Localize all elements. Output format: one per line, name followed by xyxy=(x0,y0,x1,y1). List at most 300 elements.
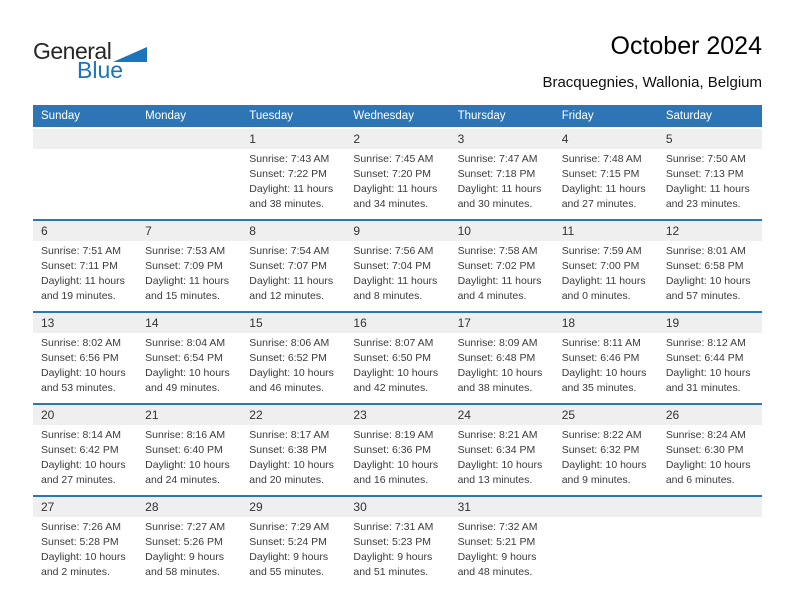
sunset-line xyxy=(666,443,758,458)
day-cell xyxy=(345,312,449,404)
date-number: 12 xyxy=(665,224,680,238)
daylight-value: 10 hours and 46 minutes. xyxy=(249,367,334,394)
date-number: 25 xyxy=(561,408,576,422)
daylight-label: Daylight: xyxy=(561,459,603,471)
date-number: 17 xyxy=(457,316,471,330)
sunset-value: 6:50 PM xyxy=(391,352,432,364)
daylight-line xyxy=(353,550,445,580)
date-band xyxy=(241,405,345,425)
daylight-value: 10 hours and 35 minutes. xyxy=(561,367,647,394)
sunset-line xyxy=(249,443,341,458)
daylight-value: 10 hours and 16 minutes. xyxy=(353,459,439,486)
daylight-line xyxy=(41,366,133,396)
sunset-line xyxy=(145,443,237,458)
day-details xyxy=(450,425,554,488)
date-band xyxy=(137,497,241,517)
sunrise-label: Sunrise: xyxy=(145,521,184,533)
day-cell xyxy=(345,496,449,587)
daylight-value: 10 hours and 2 minutes. xyxy=(41,551,126,578)
daylight-value: 10 hours and 13 minutes. xyxy=(457,459,543,486)
daylight-label: Daylight: xyxy=(457,275,499,287)
sunset-line xyxy=(666,351,758,366)
sunset-label: Sunset: xyxy=(145,536,181,548)
day-cell xyxy=(137,220,241,312)
day-header-friday: Friday xyxy=(554,105,658,128)
daylight-line xyxy=(41,274,133,304)
day-details xyxy=(450,149,554,212)
date-number: 28 xyxy=(145,500,159,514)
sunrise-line xyxy=(249,244,341,259)
sunrise-label: Sunrise: xyxy=(665,429,705,441)
sunrise-line xyxy=(458,520,550,535)
day-details xyxy=(241,517,345,580)
date-number: 14 xyxy=(145,316,159,330)
daylight-line xyxy=(666,458,758,488)
sunset-line xyxy=(41,351,133,366)
sunrise-label: Sunrise: xyxy=(665,153,705,165)
sunset-label: Sunset: xyxy=(665,168,702,180)
sunrise-label: Sunrise: xyxy=(41,245,80,257)
daylight-value: 11 hours and 19 minutes. xyxy=(41,275,125,302)
daylight-label: Daylight: xyxy=(145,551,186,563)
daylight-value: 9 hours and 55 minutes. xyxy=(249,551,329,578)
sunset-line xyxy=(249,259,341,274)
date-number: 6 xyxy=(41,224,48,238)
sunset-value: 6:56 PM xyxy=(79,352,119,364)
date-band xyxy=(658,129,762,149)
date-band xyxy=(554,405,658,425)
sunset-label: Sunset: xyxy=(41,352,77,364)
day-details xyxy=(345,149,449,212)
sunset-value: 6:44 PM xyxy=(704,352,744,364)
sunrise-value: 8:24 AM xyxy=(707,429,746,441)
sunrise-label: Sunrise: xyxy=(561,153,601,165)
sunset-value: 7:11 PM xyxy=(79,260,118,272)
date-number: 16 xyxy=(353,316,367,330)
date-band xyxy=(241,313,345,333)
sunset-label: Sunset: xyxy=(249,444,285,456)
sunset-value: 5:26 PM xyxy=(183,536,223,548)
daylight-label: Daylight: xyxy=(665,183,707,195)
date-band xyxy=(137,313,241,333)
daylight-line xyxy=(145,458,237,488)
calendar-body xyxy=(33,128,762,587)
date-number: 10 xyxy=(457,224,471,238)
date-number: 31 xyxy=(457,500,471,514)
date-band xyxy=(554,129,658,149)
day-header-saturday: Saturday xyxy=(658,105,762,128)
empty-day-cell xyxy=(33,128,137,220)
date-band xyxy=(345,129,449,149)
sunrise-value: 8:19 AM xyxy=(394,429,434,441)
sunset-value: 5:28 PM xyxy=(79,536,119,548)
daylight-line xyxy=(145,274,237,304)
sunset-label: Sunset: xyxy=(665,444,702,456)
date-number: 26 xyxy=(665,408,680,422)
sunset-line xyxy=(458,535,550,550)
sunset-line xyxy=(458,167,550,182)
sunrise-value: 7:48 AM xyxy=(603,153,642,165)
daylight-label: Daylight: xyxy=(145,275,186,287)
sunset-line xyxy=(458,351,550,366)
daylight-line xyxy=(41,550,133,580)
daylight-value: 11 hours and 30 minutes. xyxy=(457,183,542,210)
day-cell xyxy=(241,312,345,404)
sunset-value: 6:32 PM xyxy=(600,444,640,456)
daylight-label: Daylight: xyxy=(457,183,499,195)
daylight-line xyxy=(458,366,550,396)
sunrise-line xyxy=(666,244,758,259)
date-number: 2 xyxy=(353,132,361,146)
sunrise-value: 7:58 AM xyxy=(499,245,538,257)
logo-text-blue: Blue xyxy=(77,57,124,83)
sunset-value: 6:58 PM xyxy=(704,260,744,272)
daylight-line xyxy=(249,274,341,304)
date-number: 30 xyxy=(353,500,367,514)
daylight-line xyxy=(353,182,445,212)
daylight-label: Daylight: xyxy=(457,459,499,471)
sunrise-label: Sunrise: xyxy=(457,153,497,165)
day-cell xyxy=(554,220,658,312)
day-details xyxy=(241,425,345,488)
location-subtitle: Bracquegnies, Wallonia, Belgium xyxy=(542,73,762,91)
day-details xyxy=(241,149,345,212)
daylight-line xyxy=(666,274,758,304)
day-cell xyxy=(658,312,762,404)
day-cell xyxy=(241,496,345,587)
sunset-label: Sunset: xyxy=(665,260,702,272)
date-band xyxy=(137,129,241,149)
sunrise-line xyxy=(666,336,758,351)
sunrise-value: 8:02 AM xyxy=(82,337,121,349)
day-details xyxy=(345,425,449,488)
sunrise-label: Sunrise: xyxy=(353,153,392,165)
date-band xyxy=(137,405,241,425)
sunset-value: 7:00 PM xyxy=(600,260,640,272)
sunrise-label: Sunrise: xyxy=(145,245,184,257)
sunset-label: Sunset: xyxy=(353,168,390,180)
date-band xyxy=(450,405,554,425)
day-details xyxy=(345,241,449,304)
date-number: 18 xyxy=(561,316,576,330)
sunrise-value: 8:12 AM xyxy=(707,337,746,349)
day-details xyxy=(658,241,762,304)
sunrise-line xyxy=(562,152,654,167)
sunrise-line xyxy=(353,244,445,259)
date-number: 1 xyxy=(249,132,256,146)
sunset-label: Sunset: xyxy=(561,444,598,456)
daylight-value: 11 hours and 34 minutes. xyxy=(353,183,438,210)
day-details xyxy=(33,517,137,580)
day-details xyxy=(554,333,658,396)
sunset-line xyxy=(458,259,550,274)
sunrise-line xyxy=(353,336,445,351)
sunrise-label: Sunrise: xyxy=(561,245,601,257)
date-number: 11 xyxy=(561,224,575,238)
daylight-value: 10 hours and 38 minutes. xyxy=(457,367,543,394)
sunrise-label: Sunrise: xyxy=(665,245,705,257)
sunset-line xyxy=(666,167,758,182)
daylight-line xyxy=(41,458,133,488)
daylight-value: 11 hours and 38 minutes. xyxy=(249,183,334,210)
sunset-value: 7:09 PM xyxy=(183,260,223,272)
sunset-line xyxy=(145,259,237,274)
daylight-value: 11 hours and 23 minutes. xyxy=(665,183,750,210)
daylight-label: Daylight: xyxy=(41,367,82,379)
daylight-label: Daylight: xyxy=(665,275,707,287)
sunset-label: Sunset: xyxy=(249,168,285,180)
date-band xyxy=(345,405,449,425)
daylight-label: Daylight: xyxy=(561,367,603,379)
empty-day-cell xyxy=(658,496,762,587)
date-band xyxy=(554,497,658,517)
daylight-label: Daylight: xyxy=(249,459,291,471)
sunrise-line xyxy=(666,152,758,167)
sunset-value: 6:42 PM xyxy=(79,444,119,456)
sunrise-line xyxy=(145,428,237,443)
daylight-value: 10 hours and 53 minutes. xyxy=(41,367,126,394)
sunrise-line xyxy=(353,520,445,535)
daylight-value: 11 hours and 0 minutes. xyxy=(561,275,646,302)
week-row xyxy=(33,128,762,220)
day-details xyxy=(554,241,658,304)
date-band xyxy=(450,313,554,333)
date-number: 23 xyxy=(353,408,367,422)
daylight-line xyxy=(562,458,654,488)
date-number: 20 xyxy=(41,408,55,422)
sunrise-label: Sunrise: xyxy=(561,337,601,349)
day-details xyxy=(658,425,762,488)
day-cell xyxy=(450,128,554,220)
sunrise-value: 8:04 AM xyxy=(186,337,226,349)
sunrise-line xyxy=(353,428,445,443)
daylight-value: 10 hours and 31 minutes. xyxy=(665,367,751,394)
sunrise-label: Sunrise: xyxy=(353,429,392,441)
daylight-label: Daylight: xyxy=(561,183,603,195)
sunset-value: 6:46 PM xyxy=(600,352,640,364)
day-details xyxy=(450,241,554,304)
day-cell xyxy=(241,220,345,312)
sunset-value: 7:13 PM xyxy=(704,168,744,180)
date-number: 21 xyxy=(145,408,159,422)
sunset-label: Sunset: xyxy=(249,352,285,364)
sunset-value: 6:30 PM xyxy=(704,444,744,456)
sunset-label: Sunset: xyxy=(561,260,598,272)
date-number: 27 xyxy=(41,500,55,514)
sunrise-value: 7:59 AM xyxy=(603,245,642,257)
sunrise-value: 7:43 AM xyxy=(290,153,330,165)
sunset-value: 7:07 PM xyxy=(287,260,327,272)
logo-text-general: General xyxy=(33,38,112,64)
day-details xyxy=(137,241,241,304)
day-details xyxy=(137,517,241,580)
day-header-monday: Monday xyxy=(137,105,241,128)
sunrise-value: 7:54 AM xyxy=(290,245,330,257)
sunrise-line xyxy=(562,336,654,351)
sunrise-value: 8:01 AM xyxy=(707,245,746,257)
sunset-line xyxy=(145,351,237,366)
sunrise-value: 7:27 AM xyxy=(186,521,226,533)
sunrise-line xyxy=(666,428,758,443)
sunrise-value: 7:32 AM xyxy=(499,521,538,533)
day-details xyxy=(345,333,449,396)
sunrise-label: Sunrise: xyxy=(457,429,497,441)
calendar-header-row xyxy=(33,105,762,128)
day-details xyxy=(241,333,345,396)
sunset-value: 7:18 PM xyxy=(496,168,536,180)
daylight-value: 10 hours and 20 minutes. xyxy=(249,459,334,486)
sunset-value: 6:52 PM xyxy=(287,352,327,364)
sunset-label: Sunset: xyxy=(353,444,390,456)
date-number: 7 xyxy=(145,224,152,238)
date-number: 9 xyxy=(353,224,361,238)
sunrise-value: 7:56 AM xyxy=(394,245,434,257)
sunrise-line xyxy=(458,336,550,351)
sunrise-value: 8:17 AM xyxy=(290,429,330,441)
day-details xyxy=(554,425,658,488)
daylight-label: Daylight: xyxy=(665,459,707,471)
daylight-value: 10 hours and 24 minutes. xyxy=(145,459,230,486)
daylight-label: Daylight: xyxy=(249,183,291,195)
date-band xyxy=(33,129,137,149)
sunrise-value: 8:07 AM xyxy=(394,337,434,349)
date-band xyxy=(345,221,449,241)
day-header-tuesday: Tuesday xyxy=(241,105,345,128)
daylight-line xyxy=(145,550,237,580)
daylight-label: Daylight: xyxy=(665,367,707,379)
sunset-label: Sunset: xyxy=(353,260,390,272)
sunset-line xyxy=(353,443,445,458)
sunset-line xyxy=(562,443,654,458)
daylight-line xyxy=(458,182,550,212)
daylight-label: Daylight: xyxy=(353,183,395,195)
sunrise-label: Sunrise: xyxy=(249,429,288,441)
daylight-value: 11 hours and 8 minutes. xyxy=(353,275,438,302)
daylight-line xyxy=(353,458,445,488)
day-details xyxy=(554,149,658,212)
sunrise-line xyxy=(562,244,654,259)
sunset-label: Sunset: xyxy=(665,352,702,364)
daylight-value: 11 hours and 27 minutes. xyxy=(561,183,646,210)
day-cell xyxy=(450,220,554,312)
daylight-label: Daylight: xyxy=(41,275,82,287)
daylight-label: Daylight: xyxy=(353,367,395,379)
date-band xyxy=(345,497,449,517)
sunset-value: 6:48 PM xyxy=(496,352,536,364)
daylight-label: Daylight: xyxy=(145,367,186,379)
date-number: 8 xyxy=(249,224,256,238)
sunrise-label: Sunrise: xyxy=(249,521,288,533)
day-cell xyxy=(450,404,554,496)
date-band xyxy=(33,313,137,333)
week-row xyxy=(33,220,762,312)
sunset-line xyxy=(41,443,133,458)
day-details xyxy=(658,149,762,212)
sunset-line xyxy=(458,443,550,458)
date-number: 15 xyxy=(249,316,263,330)
sunset-label: Sunset: xyxy=(145,352,181,364)
sunset-line xyxy=(353,259,445,274)
sunrise-line xyxy=(41,244,133,259)
page-title: October 2024 xyxy=(610,32,762,60)
date-number: 22 xyxy=(249,408,263,422)
sunset-label: Sunset: xyxy=(353,352,390,364)
daylight-line xyxy=(145,366,237,396)
sunset-line xyxy=(249,167,341,182)
day-details xyxy=(33,241,137,304)
sunset-label: Sunset: xyxy=(561,168,598,180)
sunset-line xyxy=(353,351,445,366)
sunrise-label: Sunrise: xyxy=(145,337,184,349)
sunrise-value: 7:31 AM xyxy=(394,521,434,533)
sunset-line xyxy=(562,351,654,366)
daylight-line xyxy=(666,366,758,396)
daylight-line xyxy=(249,366,341,396)
day-cell xyxy=(450,312,554,404)
daylight-line xyxy=(353,366,445,396)
sunrise-label: Sunrise: xyxy=(457,245,497,257)
sunrise-value: 8:21 AM xyxy=(499,429,538,441)
day-cell xyxy=(137,312,241,404)
date-band xyxy=(450,221,554,241)
daylight-value: 11 hours and 4 minutes. xyxy=(457,275,542,302)
sunrise-line xyxy=(41,428,133,443)
date-band xyxy=(658,313,762,333)
daylight-line xyxy=(353,274,445,304)
day-details xyxy=(345,517,449,580)
day-cell xyxy=(658,220,762,312)
date-number: 3 xyxy=(457,132,465,146)
sunset-line xyxy=(249,535,341,550)
day-details xyxy=(33,333,137,396)
date-band xyxy=(137,221,241,241)
date-number: 4 xyxy=(561,132,569,146)
date-number: 13 xyxy=(41,316,55,330)
day-cell xyxy=(450,496,554,587)
sunset-label: Sunset: xyxy=(41,536,77,548)
sunrise-value: 8:14 AM xyxy=(82,429,121,441)
sunset-label: Sunset: xyxy=(249,536,285,548)
daylight-value: 9 hours and 58 minutes. xyxy=(145,551,224,578)
sunrise-line xyxy=(249,520,341,535)
date-band xyxy=(345,313,449,333)
sunrise-value: 7:53 AM xyxy=(186,245,226,257)
sunset-value: 6:54 PM xyxy=(183,352,223,364)
day-cell xyxy=(241,128,345,220)
sunrise-line xyxy=(145,244,237,259)
daylight-line xyxy=(562,182,654,212)
sunrise-value: 7:51 AM xyxy=(82,245,121,257)
daylight-label: Daylight: xyxy=(353,459,395,471)
date-band xyxy=(554,313,658,333)
sunrise-value: 7:47 AM xyxy=(499,153,538,165)
day-header-thursday: Thursday xyxy=(450,105,554,128)
sunrise-value: 8:16 AM xyxy=(186,429,226,441)
daylight-value: 10 hours and 6 minutes. xyxy=(665,459,751,486)
sunrise-line xyxy=(249,428,341,443)
day-cell xyxy=(33,220,137,312)
sunrise-label: Sunrise: xyxy=(561,429,601,441)
sunrise-line xyxy=(145,520,237,535)
daylight-label: Daylight: xyxy=(249,367,291,379)
day-details xyxy=(241,241,345,304)
sunset-label: Sunset: xyxy=(457,536,494,548)
date-band xyxy=(33,405,137,425)
day-cell xyxy=(658,128,762,220)
sunset-value: 5:23 PM xyxy=(391,536,432,548)
day-cell xyxy=(345,128,449,220)
sunset-line xyxy=(41,259,133,274)
